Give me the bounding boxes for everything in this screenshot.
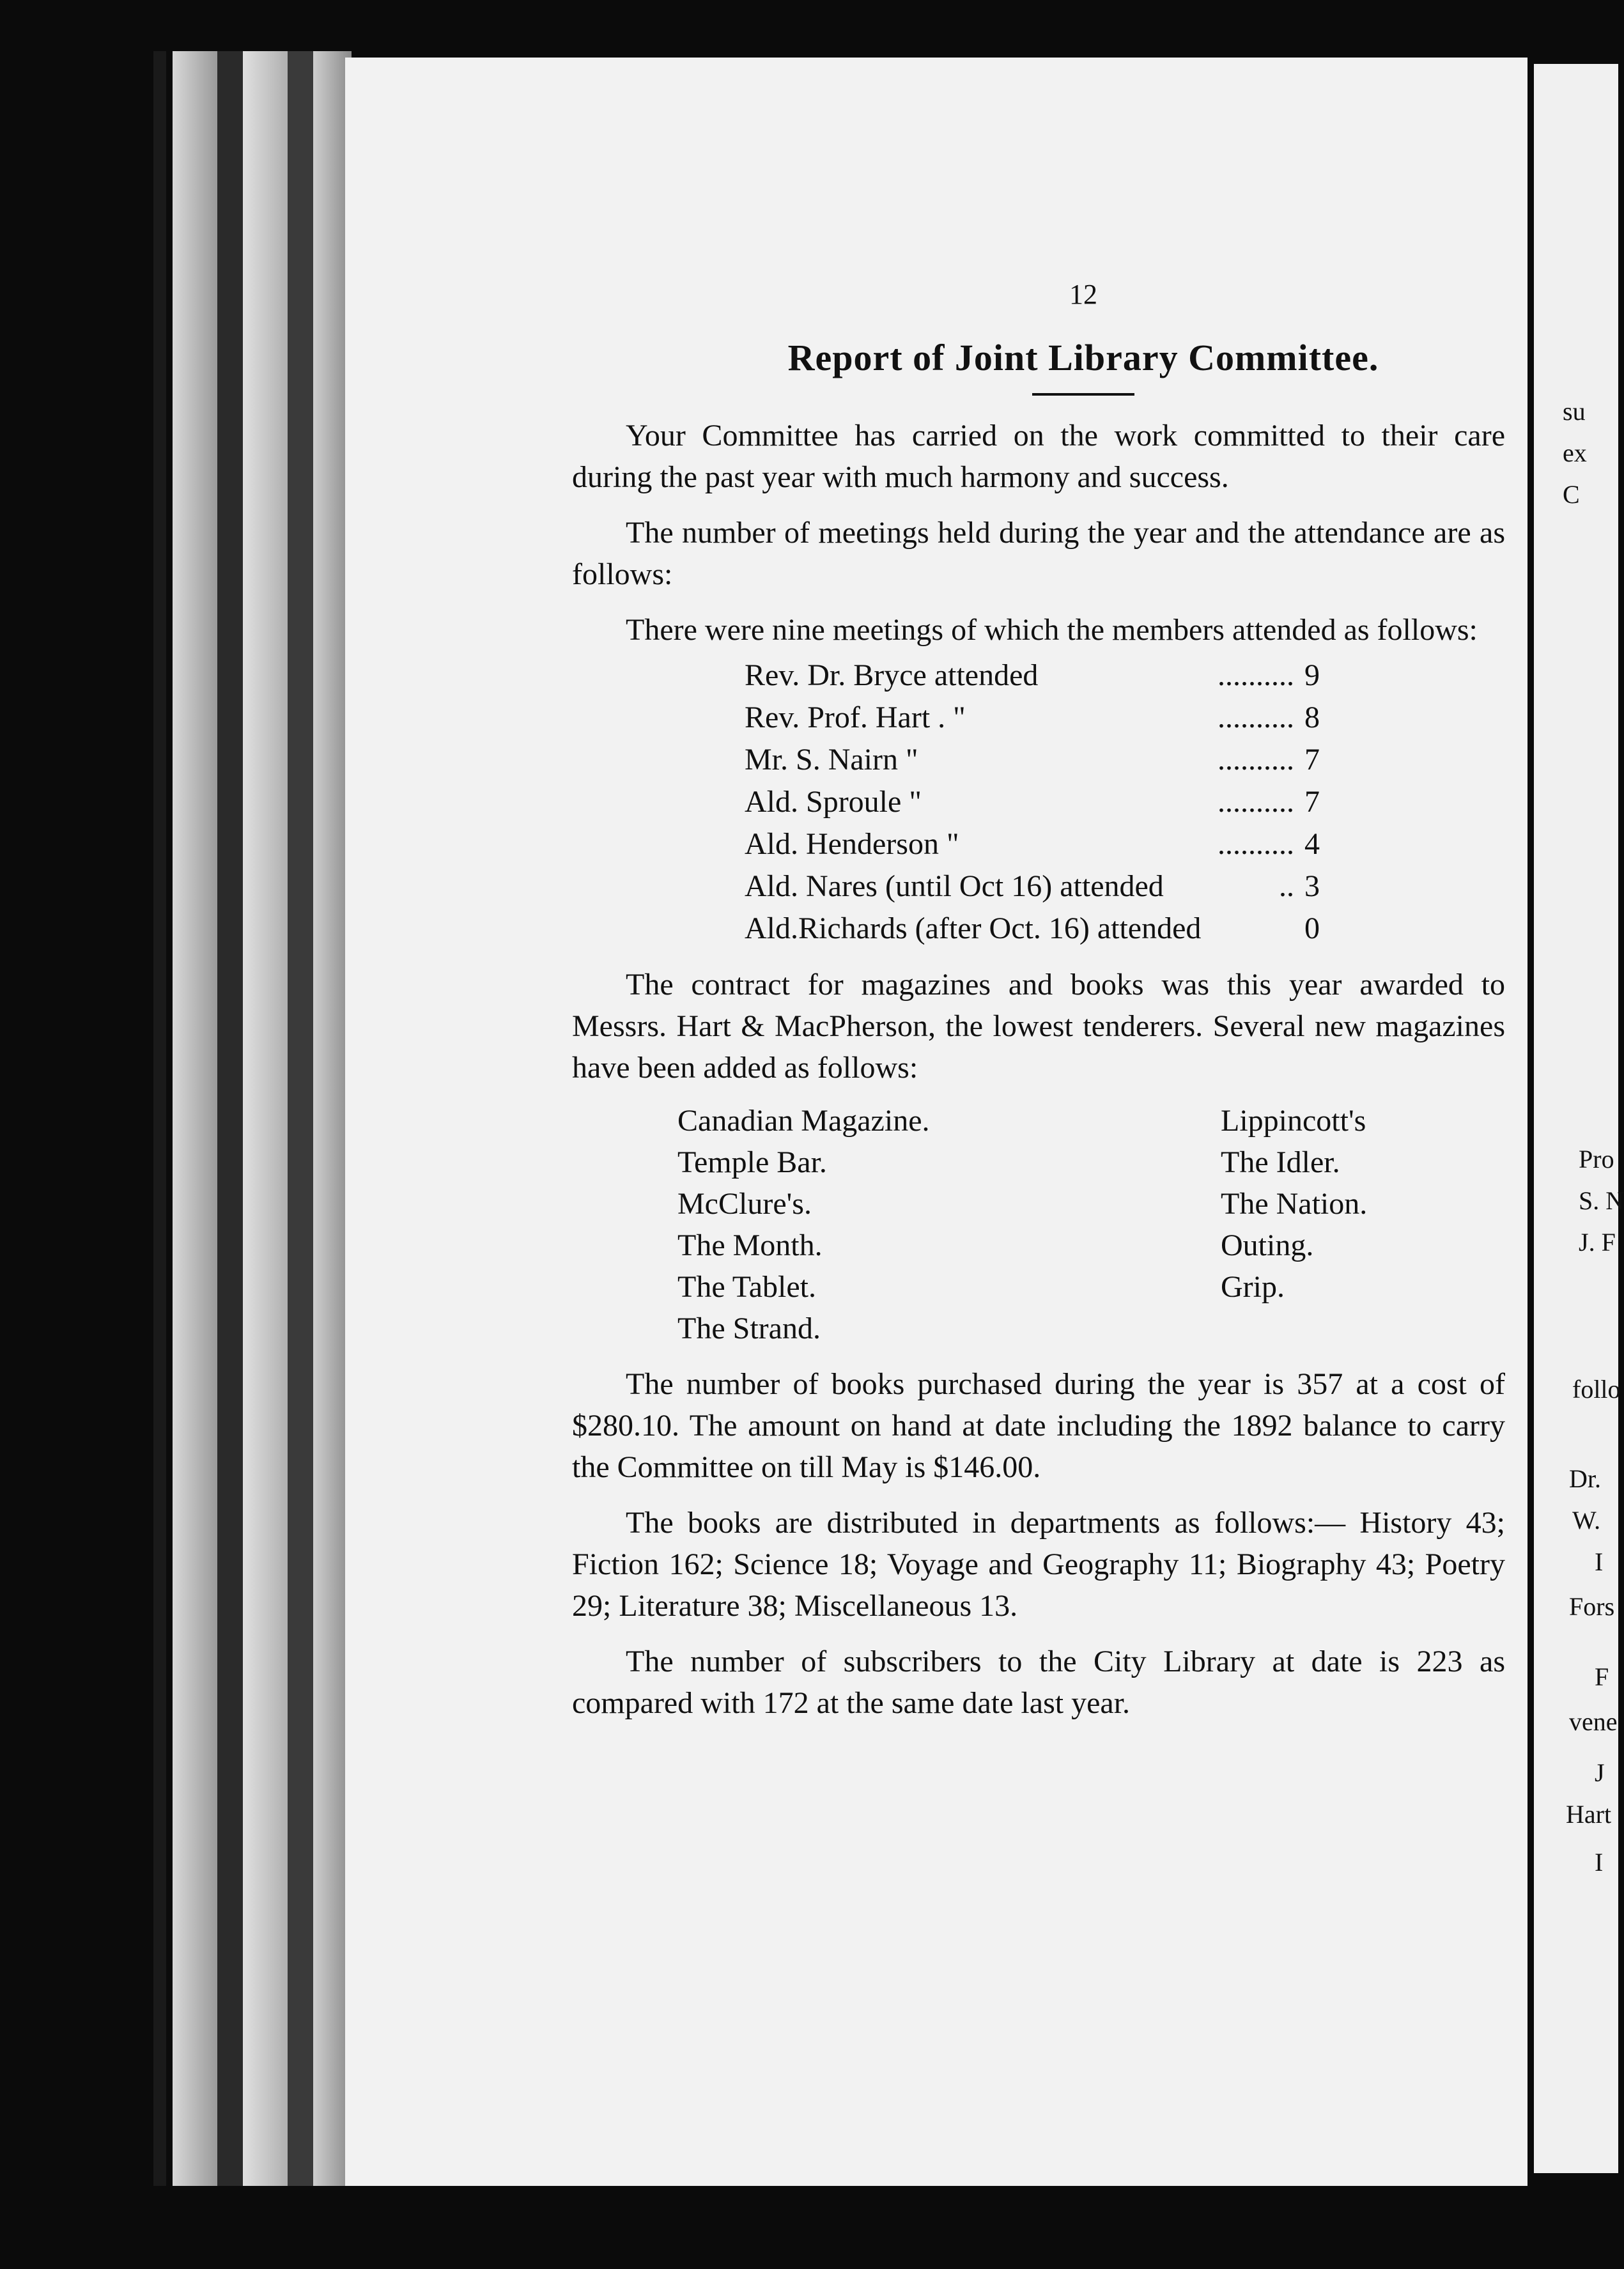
facing-fragment: Hart xyxy=(1566,1800,1612,1829)
leader-dots: .......... xyxy=(1218,827,1294,861)
attendance-count: 3 xyxy=(1304,869,1320,903)
magazine-item: Lippincott's xyxy=(1221,1104,1366,1138)
facing-fragment: follo xyxy=(1572,1375,1621,1404)
attendance-count: 4 xyxy=(1304,827,1320,861)
attendee-name: Rev. Prof. Hart . " xyxy=(745,701,966,734)
page-edge xyxy=(217,51,243,2186)
attendee-name: Mr. S. Nairn " xyxy=(745,743,918,777)
document-page xyxy=(345,58,1527,2186)
attendance-row xyxy=(745,781,1320,823)
facing-fragment: Pro xyxy=(1579,1145,1614,1173)
magazine-item: Canadian Magazine. xyxy=(677,1104,930,1138)
leader-dots: .......... xyxy=(1218,658,1294,692)
attendance-row xyxy=(745,697,1320,739)
page-title: Report of Joint Library Committee. xyxy=(787,337,1379,378)
facing-fragment: W. xyxy=(1572,1506,1601,1535)
attendance-count: 8 xyxy=(1304,701,1320,734)
attendance-count: 7 xyxy=(1304,785,1320,819)
attendance-row xyxy=(745,823,1320,865)
facing-fragment: J. F xyxy=(1579,1228,1616,1257)
attendance-count: 9 xyxy=(1304,658,1320,692)
attendance-list xyxy=(745,654,1505,950)
facing-fragment: I xyxy=(1595,1547,1604,1576)
attendance-row xyxy=(745,865,1320,908)
paragraph-books-purchased: The number of books purchased during the year is 357 at a cost of $280.10. The amount on hand at date including the 1892 balance to carry the Committee on till May is $146.00. xyxy=(572,1367,1505,1484)
page-edge xyxy=(288,51,313,2186)
magazine-item: The Month. xyxy=(677,1228,823,1262)
page-content xyxy=(572,278,1505,1724)
paragraph-intro: Your Committee has carried on the work committed to their care during the past year with much harmony and success. xyxy=(572,419,1505,494)
attendee-name: Ald.Richards (after Oct. 16) attended xyxy=(745,911,1202,945)
facing-fragment: C xyxy=(1563,480,1580,509)
leader-dots: .......... xyxy=(1218,785,1294,819)
attendance-row xyxy=(745,654,1320,697)
page-edge xyxy=(243,51,288,2186)
leader-dots: .......... xyxy=(1218,701,1294,734)
magazine-item: Grip. xyxy=(1221,1270,1285,1304)
attendee-name: Ald. Henderson " xyxy=(745,827,959,861)
attendee-name: Ald. Nares (until Oct 16) attended xyxy=(745,869,1164,903)
facing-fragment: J xyxy=(1595,1758,1605,1787)
leader-dots: .......... xyxy=(1218,743,1294,777)
magazine-item: The Nation. xyxy=(1221,1187,1368,1221)
attendance-count: 7 xyxy=(1304,743,1320,777)
facing-fragment: Dr. xyxy=(1569,1464,1601,1493)
page-edge xyxy=(173,51,217,2186)
facing-page-text xyxy=(1534,64,1624,2173)
page-edge xyxy=(153,51,166,2186)
magazine-item: Temple Bar. xyxy=(677,1145,827,1179)
paragraph-departments: The books are distributed in departments as follows:— History 43; Fiction 162; Science 18; Voyage and Geography 11; Biography 43; Poetry 29; Literature 38; Miscellaneous 13. xyxy=(572,1506,1505,1623)
attendance-row xyxy=(745,908,1320,950)
magazine-item: The Tablet. xyxy=(677,1270,817,1304)
magazine-item: McClure's. xyxy=(677,1187,812,1221)
attendance-count: 0 xyxy=(1304,911,1320,945)
magazine-item: The Strand. xyxy=(677,1312,821,1345)
attendance-row xyxy=(745,739,1320,781)
book-page-edges xyxy=(147,51,352,2186)
magazine-item: Outing. xyxy=(1221,1228,1314,1262)
title-rule xyxy=(1032,393,1134,396)
facing-fragment: F xyxy=(1595,1662,1609,1691)
facing-fragment: su xyxy=(1563,397,1586,426)
facing-fragment: Fors xyxy=(1569,1592,1615,1621)
page-number: 12 xyxy=(1069,279,1097,310)
paragraph-meetings: The number of meetings held during the year and the attendance are as follows: xyxy=(572,516,1505,591)
leader-dots xyxy=(1201,908,1294,950)
facing-fragment: vene xyxy=(1569,1707,1618,1736)
facing-fragment: ex xyxy=(1563,438,1587,467)
paragraph-contract: The contract for magazines and books was this year awarded to Messrs. Hart & MacPherson, the lowest tenderers. Several new magazines have been added as follows: xyxy=(572,968,1505,1085)
paragraph-nine-meetings: There were nine meetings of which the members attended as follows: xyxy=(626,613,1478,647)
leader-dots: .. xyxy=(1279,869,1294,903)
paragraph-subscribers: The number of subscribers to the City Library at date is 223 as compared with 172 at the same date last year. xyxy=(572,1645,1505,1720)
facing-page xyxy=(1534,64,1624,2173)
attendee-name: Ald. Sproule " xyxy=(745,785,922,819)
attendee-name: Rev. Dr. Bryce attended xyxy=(745,658,1039,692)
magazine-item: The Idler. xyxy=(1221,1145,1340,1179)
facing-fragment: S. N xyxy=(1579,1186,1624,1215)
facing-fragment: I xyxy=(1595,1848,1604,1877)
magazine-list xyxy=(677,1100,1505,1349)
